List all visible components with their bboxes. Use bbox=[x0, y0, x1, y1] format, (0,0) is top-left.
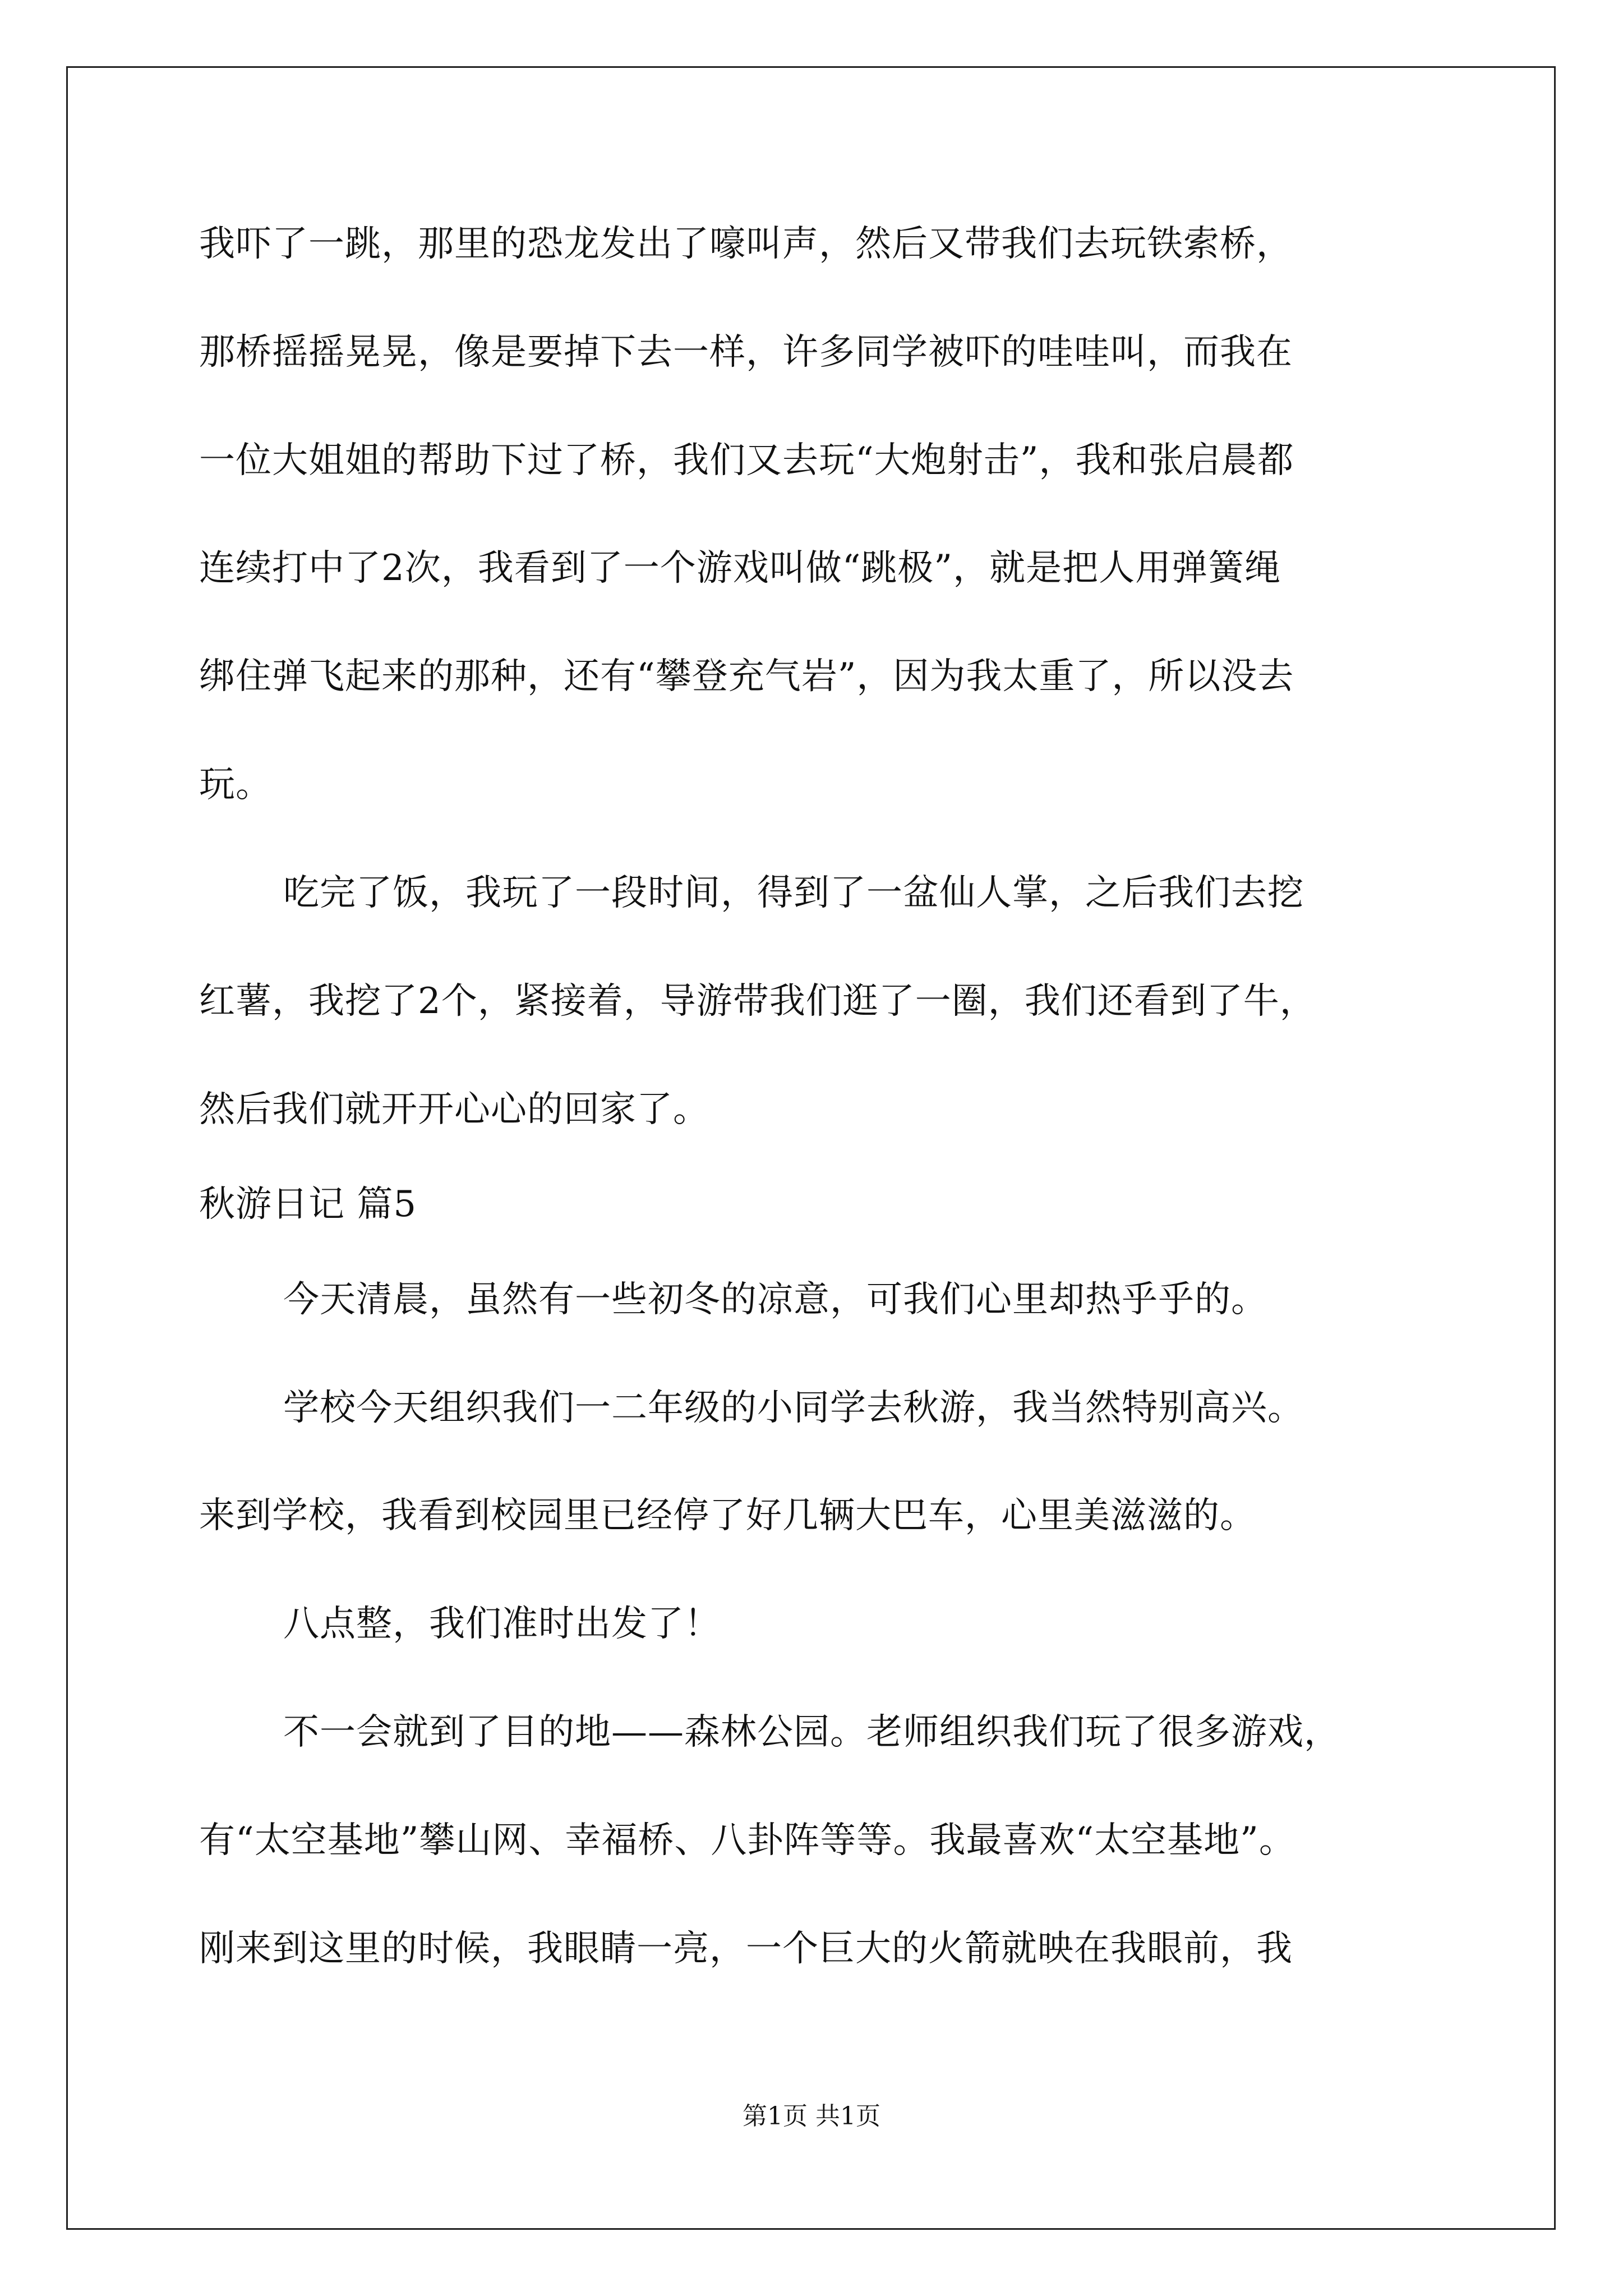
text-line: 我吓了一跳，那里的恐龙发出了嚎叫声，然后又带我们去玩铁索桥， bbox=[199, 223, 1293, 265]
text-line: 一位大姐姐的帮助下过了桥，我们又去玩“大炮射击”，我和张启晨都 bbox=[199, 440, 1294, 481]
text-line: 玩。 bbox=[199, 764, 272, 806]
page-number-footer: 第1页 共1页 bbox=[743, 2102, 880, 2131]
paragraph-start-line: 学校今天组织我们一二年级的小同学去秋游，我当然特别高兴。 bbox=[283, 1387, 1304, 1429]
text-line: 那桥摇摇晃晃，像是要掉下去一样，许多同学被吓的哇哇叫，而我在 bbox=[199, 332, 1293, 373]
text-line: 连续打中了2次，我看到了一个游戏叫做“跳极”，就是把人用弹簧绳 bbox=[199, 547, 1281, 589]
page-border bbox=[66, 66, 1556, 2230]
text-line: 然后我们就开开心心的回家了。 bbox=[199, 1089, 709, 1130]
paragraph-start-line: 八点整，我们准时出发了！ bbox=[283, 1603, 721, 1645]
text-line: 有“太空基地”攀山网、幸福桥、八卦阵等等。我最喜欢“太空基地”。 bbox=[199, 1820, 1295, 1861]
text-line: 绑住弹飞起来的那种，还有“攀登充气岩”，因为我太重了，所以没去 bbox=[199, 656, 1294, 697]
section-heading: 秋游日记 篇5 bbox=[199, 1184, 417, 1225]
paragraph-start-line: 不一会就到了目的地——森林公园。老师组织我们玩了很多游戏， bbox=[283, 1711, 1340, 1753]
paragraph-start-line: 吃完了饭，我玩了一段时间，得到了一盆仙人掌，之后我们去挖 bbox=[283, 872, 1304, 914]
paragraph-start-line: 今天清晨，虽然有一些初冬的凉意，可我们心里却热乎乎的。 bbox=[283, 1279, 1267, 1320]
text-line: 来到学校，我看到校园里已经停了好几辆大巴车，心里美滋滋的。 bbox=[199, 1495, 1256, 1536]
text-line: 红薯，我挖了2个，紧接着，导游带我们逛了一圈，我们还看到了牛， bbox=[199, 981, 1316, 1022]
text-line: 刚来到这里的时候，我眼睛一亮，一个巨大的火箭就映在我眼前，我 bbox=[199, 1928, 1293, 1970]
